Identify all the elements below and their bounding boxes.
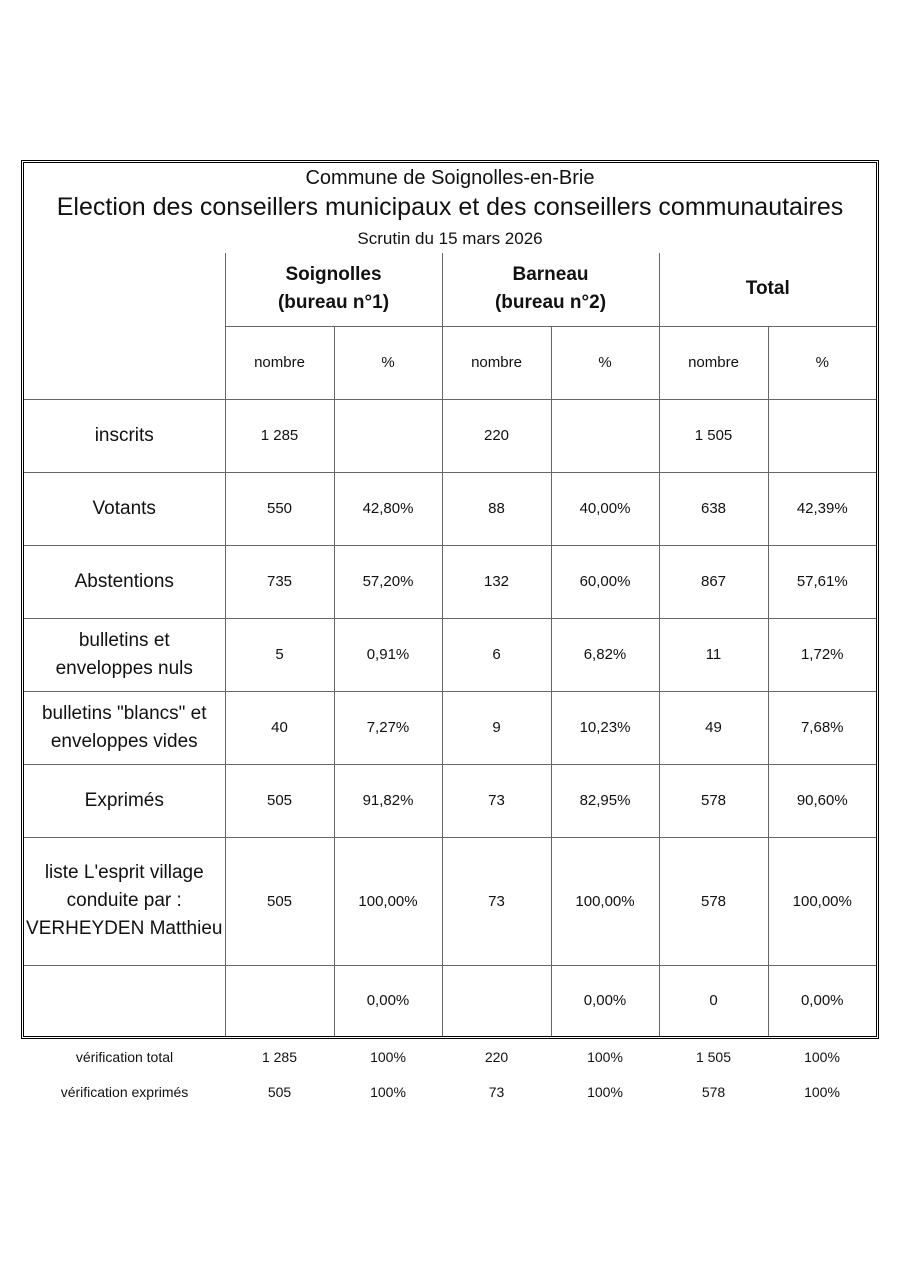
percent-cell: 0,00% xyxy=(768,965,876,1036)
subheader-pct: % xyxy=(768,326,876,399)
percent-cell: 91,82% xyxy=(334,764,442,837)
verification-cell: 100% xyxy=(587,1048,623,1065)
count-cell xyxy=(225,965,334,1036)
verification-cell: 100% xyxy=(370,1083,406,1100)
commune-title: Commune de Soignolles-en-Brie xyxy=(305,167,595,189)
subheader-pct: % xyxy=(334,326,442,399)
percent-cell: 60,00% xyxy=(551,545,659,618)
row-label: Exprimés xyxy=(24,764,225,837)
verification-label: vérification exprimés xyxy=(60,1083,189,1100)
title-block xyxy=(24,163,876,253)
count-cell: 1 285 xyxy=(225,399,334,472)
percent-cell: 1,72% xyxy=(768,618,876,691)
table-row xyxy=(24,618,876,691)
percent-cell: 7,27% xyxy=(334,691,442,764)
table-row xyxy=(24,545,876,618)
percent-cell: 10,23% xyxy=(551,691,659,764)
subheader-nombre: nombre xyxy=(442,326,551,399)
count-cell: 867 xyxy=(659,545,768,618)
percent-cell: 57,20% xyxy=(334,545,442,618)
subheader-nombre: nombre xyxy=(225,326,334,399)
verification-cell: 100% xyxy=(587,1083,623,1100)
table-row xyxy=(24,472,876,545)
verification-row xyxy=(24,1039,876,1074)
row-label: Abstentions xyxy=(24,545,225,618)
verification-cell: 100% xyxy=(804,1048,840,1065)
count-cell: 40 xyxy=(225,691,334,764)
row-label xyxy=(24,965,225,1036)
count-cell: 1 505 xyxy=(659,399,768,472)
verification-table xyxy=(24,1039,876,1109)
percent-cell: 7,68% xyxy=(768,691,876,764)
header-total: Total xyxy=(659,253,876,326)
percent-cell: 100,00% xyxy=(768,837,876,965)
election-title: Election des conseillers municipaux et des conseillers communautaires xyxy=(56,193,844,221)
header-bureau2: Barneau (bureau n°2) xyxy=(442,253,659,326)
table-row xyxy=(24,691,876,764)
row-label: liste L'esprit village conduite par : VERHEYDEN Matthieu xyxy=(24,837,225,965)
percent-cell: 57,61% xyxy=(768,545,876,618)
percent-cell: 0,91% xyxy=(334,618,442,691)
verification-cell: 100% xyxy=(804,1083,840,1100)
count-cell: 88 xyxy=(442,472,551,545)
percent-cell: 0,00% xyxy=(334,965,442,1036)
row-label: Votants xyxy=(24,472,225,545)
percent-cell: 100,00% xyxy=(551,837,659,965)
subheader-pct: % xyxy=(551,326,659,399)
verification-cell: 100% xyxy=(370,1048,406,1065)
percent-cell: 42,80% xyxy=(334,472,442,545)
percent-cell xyxy=(334,399,442,472)
count-cell: 132 xyxy=(442,545,551,618)
row-label: inscrits xyxy=(24,399,225,472)
percent-cell: 42,39% xyxy=(768,472,876,545)
results-table xyxy=(24,253,876,1036)
count-cell: 49 xyxy=(659,691,768,764)
percent-cell: 0,00% xyxy=(551,965,659,1036)
verification-cell: 220 xyxy=(484,1048,509,1065)
verification-label: vérification total xyxy=(75,1048,174,1065)
scrutin-date: Scrutin du 15 mars 2026 xyxy=(357,229,543,248)
verification-cell: 1 285 xyxy=(261,1048,298,1065)
percent-cell: 82,95% xyxy=(551,764,659,837)
count-cell: 9 xyxy=(442,691,551,764)
count-cell: 638 xyxy=(659,472,768,545)
count-cell xyxy=(442,965,551,1036)
verification-row xyxy=(24,1074,876,1109)
count-cell: 550 xyxy=(225,472,334,545)
table-row xyxy=(24,837,876,965)
count-cell: 73 xyxy=(442,764,551,837)
percent-cell: 6,82% xyxy=(551,618,659,691)
subheader-nombre: nombre xyxy=(659,326,768,399)
verification-cell: 578 xyxy=(701,1083,726,1100)
count-cell: 6 xyxy=(442,618,551,691)
count-cell: 5 xyxy=(225,618,334,691)
header-bureau1: Soignolles (bureau n°1) xyxy=(225,253,442,326)
count-cell: 578 xyxy=(659,837,768,965)
count-cell: 73 xyxy=(442,837,551,965)
row-label: bulletins et enveloppes nuls xyxy=(24,618,225,691)
count-cell: 735 xyxy=(225,545,334,618)
percent-cell xyxy=(768,399,876,472)
percent-cell xyxy=(551,399,659,472)
table-row xyxy=(24,399,876,472)
table-row xyxy=(24,764,876,837)
percent-cell: 100,00% xyxy=(334,837,442,965)
verification-cell: 73 xyxy=(488,1083,505,1100)
count-cell: 505 xyxy=(225,837,334,965)
percent-cell: 90,60% xyxy=(768,764,876,837)
count-cell: 11 xyxy=(659,618,768,691)
corner-cell xyxy=(24,253,225,399)
count-cell: 0 xyxy=(659,965,768,1036)
row-label: bulletins "blancs" et enveloppes vides xyxy=(24,691,225,764)
verification-cell: 505 xyxy=(267,1083,292,1100)
verification-cell: 1 505 xyxy=(695,1048,732,1065)
count-cell: 505 xyxy=(225,764,334,837)
count-cell: 578 xyxy=(659,764,768,837)
percent-cell: 40,00% xyxy=(551,472,659,545)
table-row xyxy=(24,965,876,1036)
count-cell: 220 xyxy=(442,399,551,472)
